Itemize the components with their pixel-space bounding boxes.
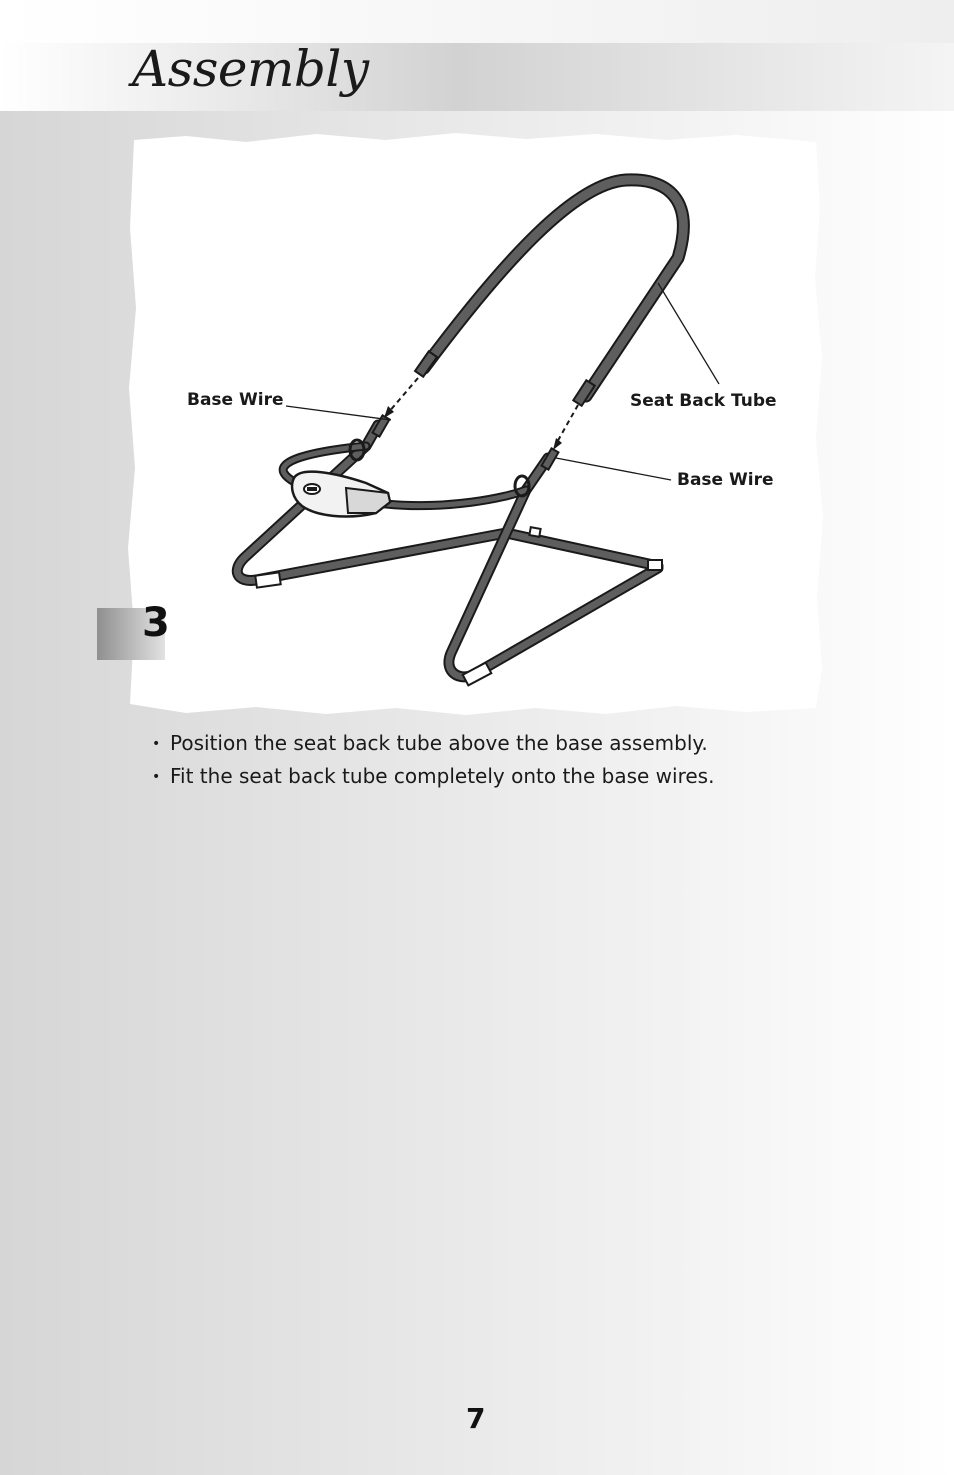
bullet-icon: • xyxy=(152,736,161,752)
page-title: Assembly xyxy=(132,40,369,98)
assembly-illustration xyxy=(126,128,826,718)
label-base-wire-left: Base Wire xyxy=(187,390,284,410)
page-number: 7 xyxy=(466,1402,486,1435)
instruction-item: • Position the seat back tube above the base assembly. xyxy=(152,727,714,760)
bouncer-frame-drawing xyxy=(126,128,826,718)
instruction-list xyxy=(152,727,714,793)
top-strip xyxy=(0,0,954,43)
label-base-wire-right: Base Wire xyxy=(677,470,774,490)
step-number: 3 xyxy=(142,600,170,646)
instruction-item: • Fit the seat back tube completely onto the base wires. xyxy=(152,760,714,793)
paper-panel xyxy=(128,133,823,715)
bullet-icon: • xyxy=(152,769,161,785)
label-seat-back-tube: Seat Back Tube xyxy=(630,391,777,411)
